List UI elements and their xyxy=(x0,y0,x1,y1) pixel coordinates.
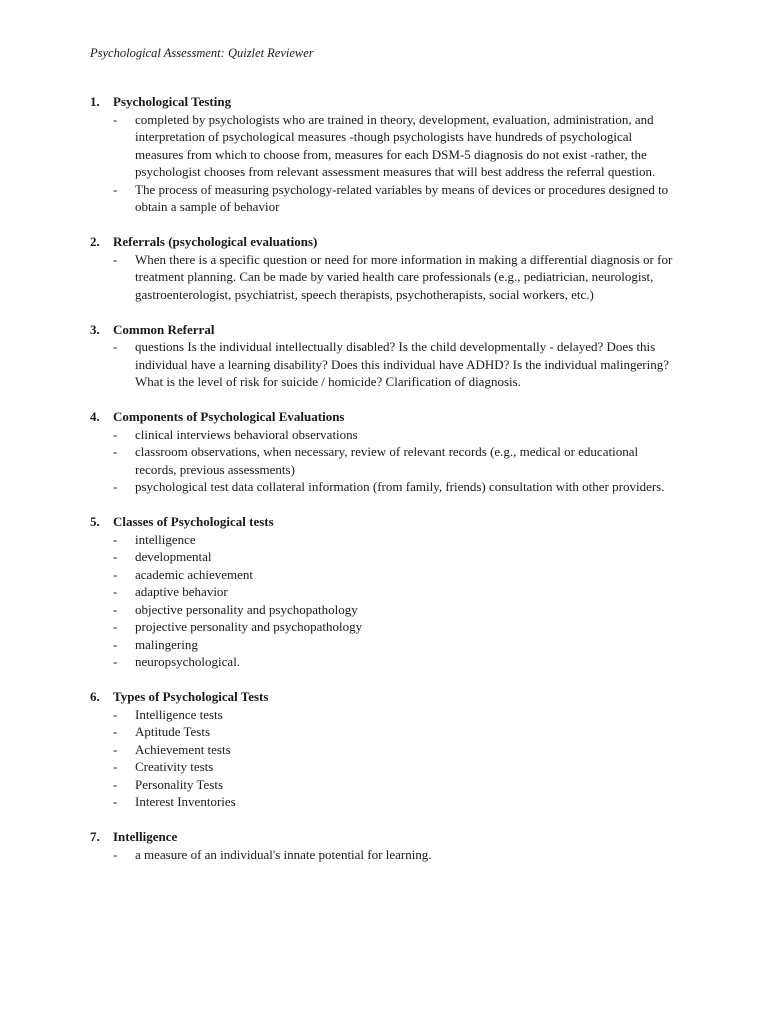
list-item xyxy=(90,251,708,304)
section-title: Referrals (psychological evaluations) xyxy=(113,234,318,249)
section-heading xyxy=(90,513,708,531)
list-item xyxy=(90,478,708,496)
list-item-text: projective personality and psychopathology xyxy=(135,619,363,634)
section-number: 5. xyxy=(90,514,100,529)
list-item-text: classroom observations, when necessary, review of relevant records (e.g., medical or educational records, previous assessments) xyxy=(135,444,639,477)
section-title: Psychological Testing xyxy=(113,94,232,109)
list-item-text: Aptitude Tests xyxy=(135,724,211,739)
list-item-text: clinical interviews behavioral observations xyxy=(135,426,358,442)
list-item-text: developmental xyxy=(135,549,212,564)
list-item-text: adaptive behavior xyxy=(135,584,228,599)
dash-bullet-icon: - xyxy=(113,794,118,809)
list-item xyxy=(90,618,708,636)
dash-bullet-icon: - xyxy=(113,741,118,757)
bullet-list xyxy=(90,251,708,304)
dash-bullet-icon: - xyxy=(113,846,118,862)
dash-bullet-icon: - xyxy=(113,654,118,669)
dash-bullet-icon: - xyxy=(113,549,118,564)
list-item xyxy=(90,776,708,794)
bullet-list xyxy=(90,531,708,671)
list-item-text: objective personality and psychopathology xyxy=(135,601,358,617)
list-item-text: Personality Tests xyxy=(135,776,224,792)
dash-bullet-icon: - xyxy=(113,619,118,634)
list-item-text: completed by psychologists who are trained in theory, development, evaluation, administration, and interpretation of psychological measures -though psychologists have hundreds of psychological measures from which to choose from, measures for each DSM-5 diagnosis do not exist -rather, the psychologist chooses from relevant assessment measures that will best address the referral question. xyxy=(135,111,656,179)
section-heading xyxy=(90,688,708,706)
section-title: Classes of Psychological tests xyxy=(113,514,274,529)
dash-bullet-icon: - xyxy=(113,584,118,599)
list-item xyxy=(90,723,708,741)
list-item xyxy=(90,601,708,619)
bullet-list xyxy=(90,846,708,864)
dash-bullet-icon: - xyxy=(113,251,118,267)
list-item xyxy=(90,531,708,549)
section-6 xyxy=(90,688,708,811)
bullet-list xyxy=(90,338,708,391)
dash-bullet-icon: - xyxy=(113,111,118,127)
section-3 xyxy=(90,321,708,391)
list-item xyxy=(90,636,708,654)
dash-bullet-icon: - xyxy=(113,636,118,652)
list-item-text: intelligence xyxy=(135,531,196,547)
dash-bullet-icon: - xyxy=(113,479,118,494)
list-item-text: When there is a specific question or need for more information in making a differential diagnosis or for treatment planning. Can be made by varied health care professionals (e.g., pediatrician, neurologist, gastroenterologist, psychiatrist, speech therapists, psychotherapists, social workers, etc.) xyxy=(135,251,673,302)
dash-bullet-icon: - xyxy=(113,566,118,582)
list-item xyxy=(90,426,708,444)
list-item-text: Interest Inventories xyxy=(135,794,236,809)
dash-bullet-icon: - xyxy=(113,724,118,739)
dash-bullet-icon: - xyxy=(113,759,118,774)
page-header: Psychological Assessment: Quizlet Reviewer xyxy=(90,46,314,60)
list-item xyxy=(90,111,708,181)
list-item-text: a measure of an individual's innate potential for learning. xyxy=(135,846,432,862)
list-item xyxy=(90,566,708,584)
list-item xyxy=(90,653,708,671)
section-2 xyxy=(90,233,708,303)
list-item-text: questions Is the individual intellectually disabled? Is the child developmentally - delayed? Does this individual have a learning disability? Does this individual have ADHD? Is the individual malingering? What is the level of risk for suicide / homicide? Clarification of diagnosis. xyxy=(135,339,669,389)
section-heading xyxy=(90,93,708,111)
list-item xyxy=(90,583,708,601)
dash-bullet-icon: - xyxy=(113,339,118,354)
list-item-text: psychological test data collateral information (from family, friends) consultation with other providers. xyxy=(135,479,665,494)
dash-bullet-icon: - xyxy=(113,776,118,792)
section-heading xyxy=(90,408,708,426)
list-item xyxy=(90,443,708,478)
list-item xyxy=(90,758,708,776)
dash-bullet-icon: - xyxy=(113,444,118,459)
section-number: 1. xyxy=(90,94,100,109)
list-item-text: malingering xyxy=(135,636,198,652)
list-item-text: The process of measuring psychology-related variables by means of devices or procedures designed to obtain a sample of behavior xyxy=(135,181,669,214)
section-number: 3. xyxy=(90,321,100,337)
list-item-text: Creativity tests xyxy=(135,759,214,774)
list-item xyxy=(90,846,708,864)
section-title: Common Referral xyxy=(113,321,215,337)
bullet-list xyxy=(90,706,708,811)
section-heading xyxy=(90,321,708,339)
dash-bullet-icon: - xyxy=(113,531,118,547)
bullet-list xyxy=(90,426,708,496)
list-item xyxy=(90,706,708,724)
list-item-text: academic achievement xyxy=(135,566,254,582)
section-5 xyxy=(90,513,708,671)
section-title: Components of Psychological Evaluations xyxy=(113,409,345,424)
list-item-text: neuropsychological. xyxy=(135,654,241,669)
dash-bullet-icon: - xyxy=(113,706,118,722)
section-number: 4. xyxy=(90,409,100,424)
section-number: 2. xyxy=(90,234,100,249)
section-heading xyxy=(90,233,708,251)
dash-bullet-icon: - xyxy=(113,181,118,197)
section-number: 6. xyxy=(90,689,100,704)
sections-list xyxy=(90,93,708,863)
list-item xyxy=(90,181,708,216)
section-1 xyxy=(90,93,708,216)
list-item xyxy=(90,548,708,566)
section-4 xyxy=(90,408,708,496)
dash-bullet-icon: - xyxy=(113,601,118,617)
list-item-text: Intelligence tests xyxy=(135,706,223,722)
list-item xyxy=(90,741,708,759)
section-7 xyxy=(90,828,708,863)
bullet-list xyxy=(90,111,708,216)
list-item xyxy=(90,338,708,391)
dash-bullet-icon: - xyxy=(113,426,118,442)
list-item-text: Achievement tests xyxy=(135,741,231,757)
list-item xyxy=(90,793,708,811)
section-number: 7. xyxy=(90,829,100,844)
section-title: Types of Psychological Tests xyxy=(113,689,269,704)
section-title: Intelligence xyxy=(113,829,178,844)
section-heading xyxy=(90,828,708,846)
